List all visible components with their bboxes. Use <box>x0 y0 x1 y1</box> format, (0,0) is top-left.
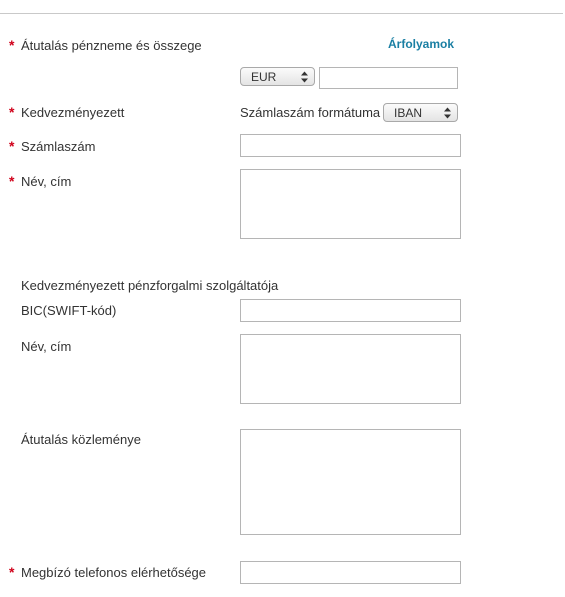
currency-amount-label: Átutalás pénzneme és összege <box>21 38 202 53</box>
account-format-select-value: IBAN <box>394 105 423 120</box>
amount-input[interactable] <box>319 67 458 89</box>
remittance-textarea[interactable] <box>240 429 461 535</box>
remittance-label: Átutalás közleménye <box>21 432 141 447</box>
bic-input[interactable] <box>240 299 461 322</box>
beneficiary-name-address-textarea[interactable] <box>240 169 461 239</box>
required-marker: * <box>9 37 15 53</box>
bank-section-title: Kedvezményezett pénzforgalmi szolgáltatója <box>21 278 279 293</box>
beneficiary-label: Kedvezményezett <box>21 105 125 120</box>
currency-select-value: EUR <box>251 69 277 84</box>
required-marker: * <box>9 173 15 189</box>
required-marker: * <box>9 104 15 120</box>
updown-arrows-icon <box>301 71 308 82</box>
phone-label: Megbízó telefonos elérhetősége <box>21 565 207 580</box>
account-format-select[interactable] <box>383 103 458 122</box>
account-format-label: Számlaszám formátuma <box>240 105 381 120</box>
beneficiary-name-address-label: Név, cím <box>21 174 72 189</box>
account-number-label: Számlaszám <box>21 139 96 154</box>
required-marker: * <box>9 564 15 580</box>
currency-select[interactable] <box>240 67 315 86</box>
top-divider <box>0 13 563 14</box>
updown-arrows-icon <box>444 107 451 118</box>
phone-input[interactable] <box>240 561 461 584</box>
account-number-input[interactable] <box>240 134 461 157</box>
bank-name-address-textarea[interactable] <box>240 334 461 404</box>
exchange-rates-link[interactable]: Árfolyamok <box>388 37 455 51</box>
bic-label: BIC(SWIFT-kód) <box>21 303 117 318</box>
bank-name-address-label: Név, cím <box>21 339 72 354</box>
required-marker: * <box>9 138 15 154</box>
